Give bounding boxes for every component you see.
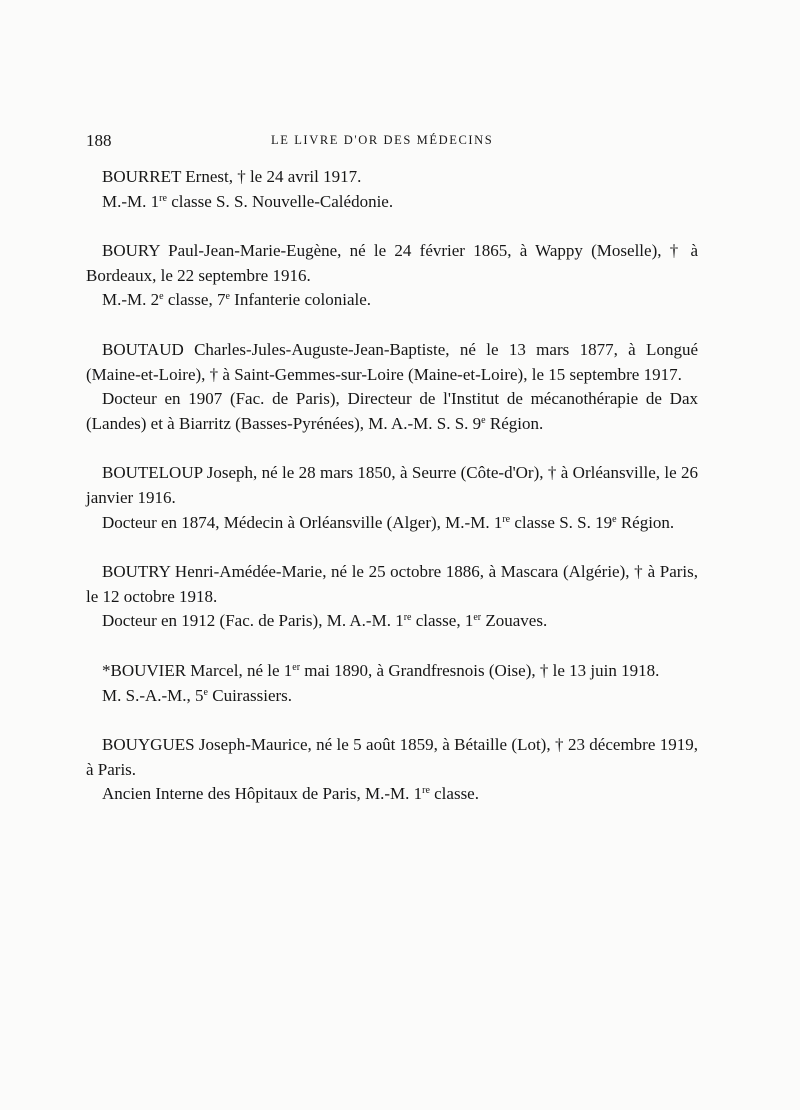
page-number: 188 — [86, 131, 112, 150]
entry-bouvier — [86, 659, 698, 708]
entry-bouygues — [86, 733, 698, 807]
entry-career-line: M.-M. 2e classe, 7e Infanterie coloniale. — [102, 290, 372, 310]
entry-boury — [86, 239, 698, 313]
entry-name-line: BOUTELOUP Joseph, né le 28 mars 1850, à Seurre (Côte-d'Or), † à Orléansville, le 26 janvier 1916. — [86, 463, 698, 507]
entry-career-line: Docteur en 1907 (Fac. de Paris), Directeur de l'Institut de mécanothérapie de Dax (Landes) et à Biarritz (Basses-Pyrénées), M. A.-M. S. S. 9e Région. — [86, 389, 698, 433]
running-title: LE LIVRE D'OR DES MÉDECINS — [271, 133, 494, 147]
entry-bouteloup — [86, 461, 698, 535]
entry-career-line: Docteur en 1912 (Fac. de Paris), M. A.-M. 1re classe, 1er Zouaves. — [102, 611, 548, 631]
page-header — [86, 131, 696, 161]
entry-career-line: M. S.-A.-M., 5e Cuirassiers. — [102, 685, 293, 705]
entry-name-line: BOURRET Ernest, † le 24 avril 1917. — [102, 167, 362, 186]
entry-boutaud — [86, 338, 698, 436]
entry-name-line: BOUTAUD Charles-Jules-Auguste-Jean-Baptiste, né le 13 mars 1877, à Longué (Maine-et-Loire), † à Saint-Gemmes-sur-Loire (Maine-et-Loire), le 15 septembre 1917. — [86, 339, 698, 384]
entry-name-line: *BOUVIER Marcel, né le 1er mai 1890, à Grandfresnois (Oise), † le 13 juin 1918. — [102, 660, 660, 680]
entry-career-line: Docteur en 1874, Médecin à Orléansville (Alger), M.-M. 1re classe S. S. 19e Région. — [102, 512, 675, 532]
entry-career-line: M.-M. 1re classe S. S. Nouvelle-Calédonie. — [102, 191, 394, 211]
entry-name-line: BOURY Paul-Jean-Marie-Eugène, né le 24 février 1865, à Wappy (Moselle), † à Bordeaux, le 22 septembre 1916. — [86, 241, 698, 285]
entry-career-line: Ancien Interne des Hôpitaux de Paris, M.-M. 1re classe. — [102, 784, 479, 804]
entry-bourret — [86, 165, 698, 214]
entry-name-line: BOUYGUES Joseph-Maurice, né le 5 août 1859, à Bétaille (Lot), † 23 décembre 1919, à Paris. — [86, 735, 698, 779]
entry-name-line: BOUTRY Henri-Amédée-Marie, né le 25 octobre 1886, à Mascara (Algérie), † à Paris, le 12 octobre 1918. — [86, 562, 698, 606]
entry-list — [86, 165, 698, 832]
entry-boutry — [86, 560, 698, 634]
